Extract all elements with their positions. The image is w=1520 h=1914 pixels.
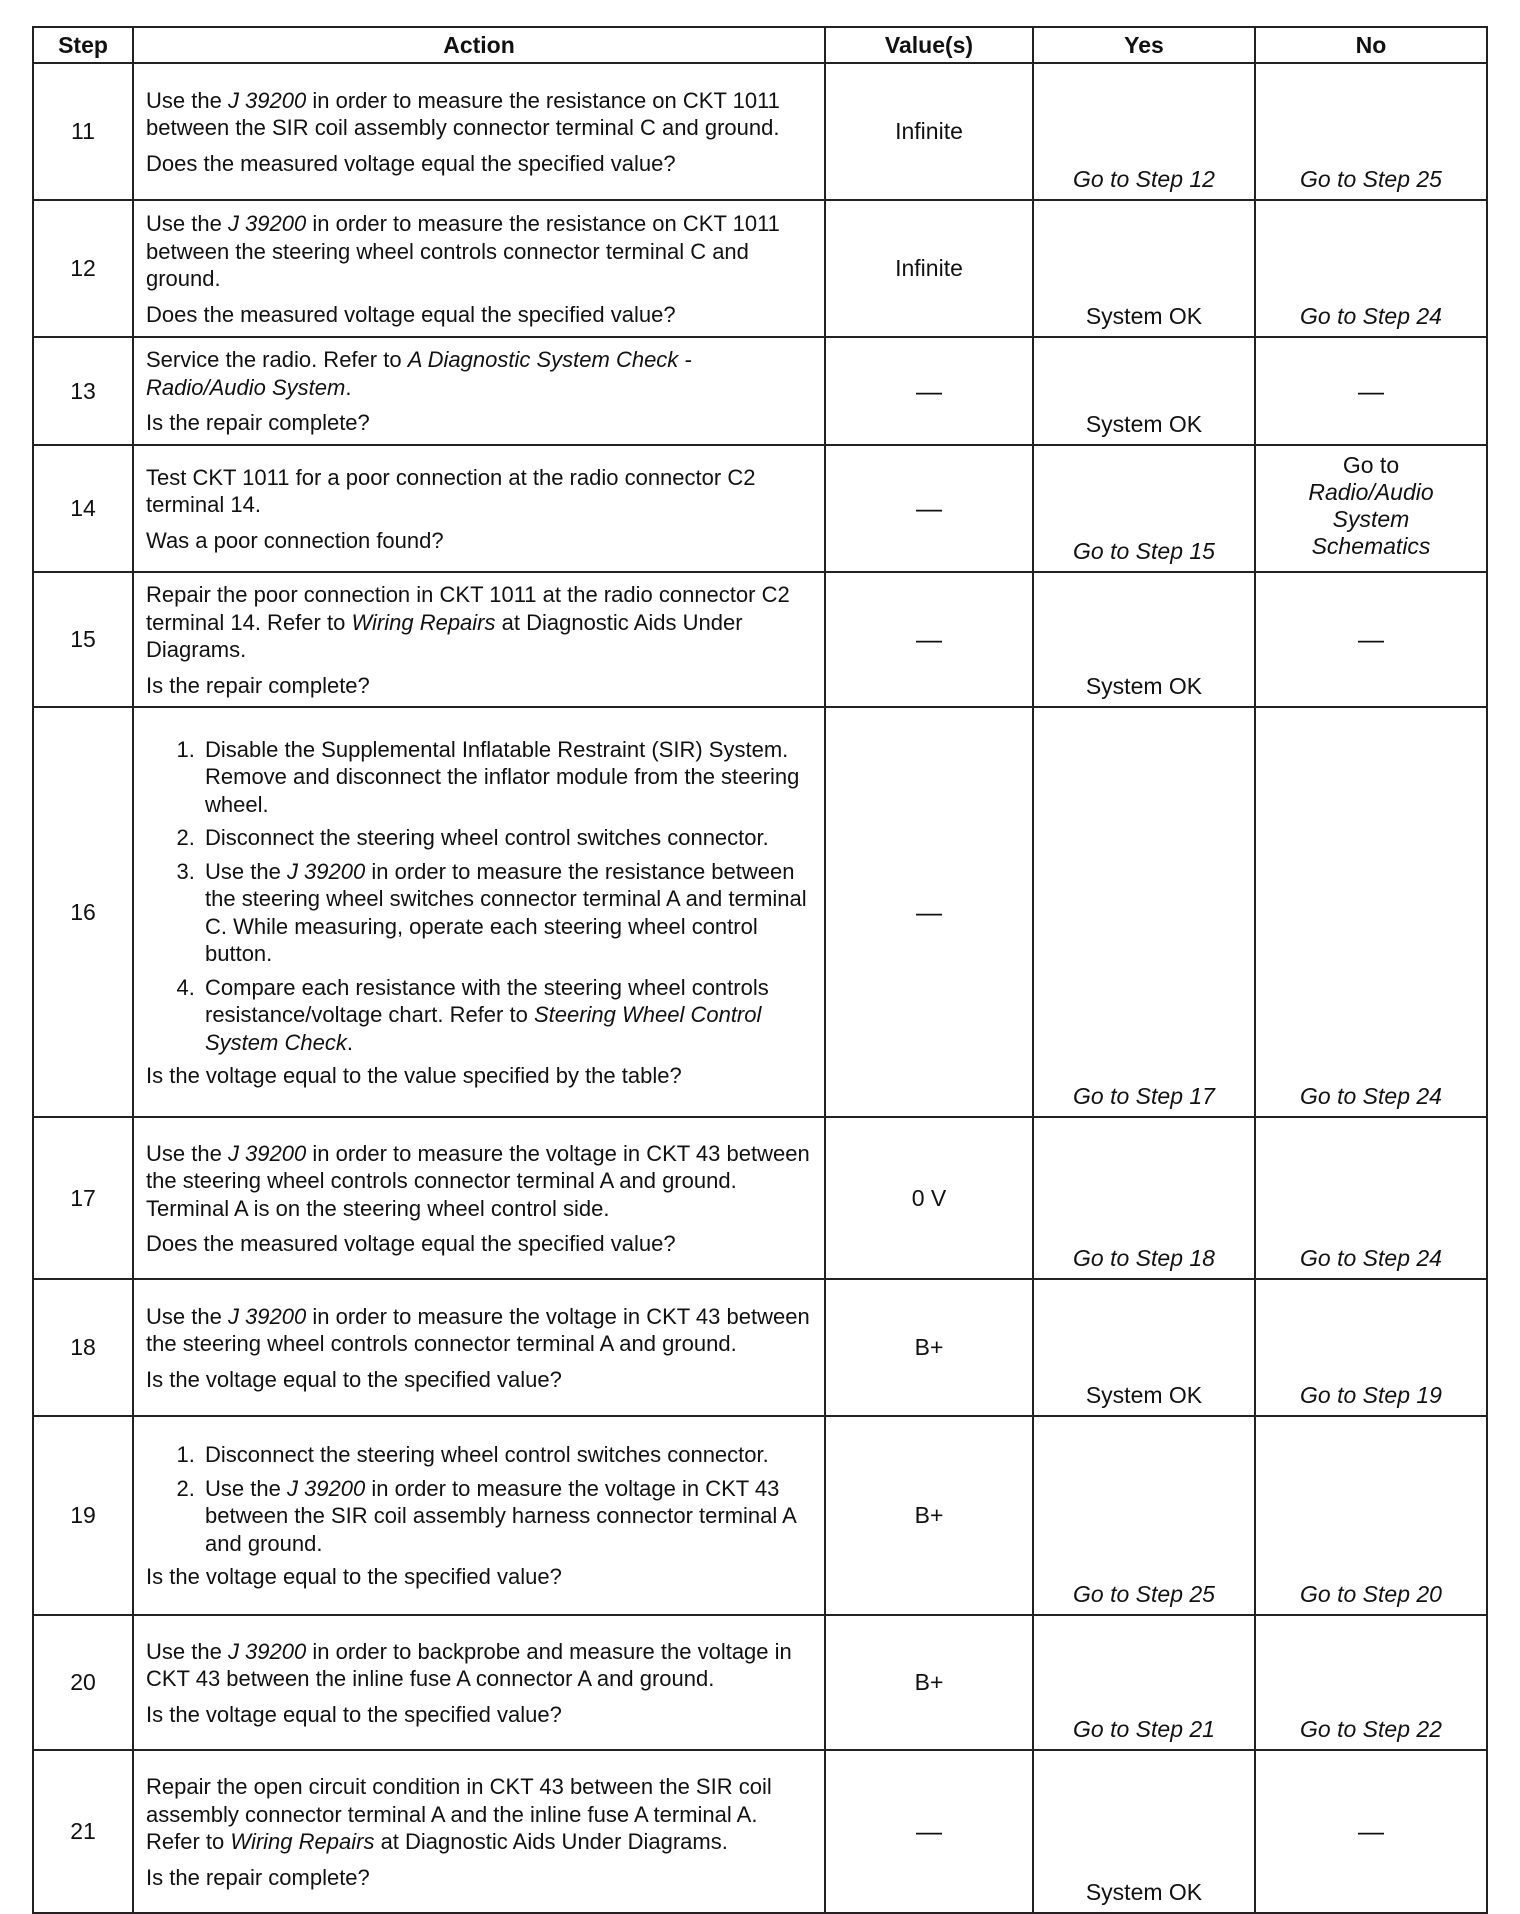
table-row xyxy=(33,63,1487,200)
tool-ref: J 39200 xyxy=(227,1638,307,1664)
value-cell: B+ xyxy=(825,1416,1033,1615)
action-cell xyxy=(133,200,825,337)
action-instruction: Use the J 39200 in order to measure the voltage in CKT 43 between the steering wheel controls connector terminal A and ground. xyxy=(146,1303,810,1357)
table-row xyxy=(33,1416,1487,1615)
yes-cell: Go to Step 17 xyxy=(1033,707,1255,1117)
action-question: Does the measured voltage equal the specified value? xyxy=(146,150,676,176)
step-number: 14 xyxy=(33,445,133,572)
action-instruction: Use the J 39200 in order to measure the resistance on CKT 1011 between the SIR coil assembly connector terminal C and ground. xyxy=(146,87,780,141)
no-cell: Go to Step 25 xyxy=(1255,63,1487,200)
yes-cell: System OK xyxy=(1033,200,1255,337)
no-cell: Go to Step 22 xyxy=(1255,1615,1487,1750)
action-question: Is the voltage equal to the specified value? xyxy=(146,1564,562,1590)
action-instruction: Service the radio. Refer to A Diagnostic System Check - Radio/Audio System. xyxy=(146,347,692,400)
step-number: 13 xyxy=(33,337,133,445)
value-cell: — xyxy=(825,445,1033,572)
table-row xyxy=(33,1750,1487,1913)
action-cell xyxy=(133,445,825,572)
action-question: Is the voltage equal to the specified value? xyxy=(146,1701,562,1727)
action-question: Was a poor connection found? xyxy=(146,527,444,553)
tool-ref: J 39200 xyxy=(286,858,366,884)
header-yes: Yes xyxy=(1033,27,1255,63)
value-cell: — xyxy=(825,572,1033,707)
action-cell xyxy=(133,337,825,445)
yes-cell: System OK xyxy=(1033,1279,1255,1416)
action-instruction: Repair the poor connection in CKT 1011 at the radio connector C2 terminal 14. Refer to Wiring Repairs at Diagnostic Aids Under Diagrams. xyxy=(146,582,790,662)
action-cell xyxy=(133,572,825,707)
doc-ref: Steering Wheel Control System Check xyxy=(205,1002,762,1055)
step-number: 16 xyxy=(33,707,133,1117)
schematic-ref: Radio/Audio System Schematics xyxy=(1308,479,1434,559)
yes-cell: Go to Step 21 xyxy=(1033,1615,1255,1750)
action-cell xyxy=(133,1117,825,1279)
yes-cell: Go to Step 12 xyxy=(1033,63,1255,200)
yes-cell: System OK xyxy=(1033,572,1255,707)
action-question: Does the measured voltage equal the specified value? xyxy=(146,1231,676,1256)
action-cell xyxy=(133,63,825,200)
action-cell xyxy=(133,1416,825,1615)
tool-ref: J 39200 xyxy=(227,211,307,236)
step-number: 17 xyxy=(33,1117,133,1279)
value-cell: — xyxy=(825,337,1033,445)
step-number: 15 xyxy=(33,572,133,707)
yes-cell: System OK xyxy=(1033,337,1255,445)
doc-ref: Wiring Repairs xyxy=(230,1829,375,1854)
header-no: No xyxy=(1255,27,1487,63)
yes-cell: Go to Step 18 xyxy=(1033,1117,1255,1279)
action-question: Is the voltage equal to the specified value? xyxy=(146,1366,562,1392)
table-row xyxy=(33,707,1487,1117)
action-cell xyxy=(133,707,825,1117)
value-cell: — xyxy=(825,707,1033,1117)
step-number: 21 xyxy=(33,1750,133,1913)
value-cell: B+ xyxy=(825,1615,1033,1750)
no-cell: Go to Step 20 xyxy=(1255,1416,1487,1615)
no-cell: — xyxy=(1255,337,1487,445)
action-cell xyxy=(133,1615,825,1750)
table-row xyxy=(33,1615,1487,1750)
no-cell: — xyxy=(1255,572,1487,707)
substep-item: 2. Use the J 39200 in order to measure the voltage in CKT 43 between the SIR coil assembly harness connector terminal A and ground. xyxy=(201,1475,814,1558)
action-question: Is the repair complete? xyxy=(146,1864,370,1890)
substep-item: 3. Use the J 39200 in order to measure the resistance between the steering wheel switches connector terminal A and terminal C. While measuring, operate each steering wheel control button. xyxy=(201,858,814,968)
step-number: 19 xyxy=(33,1416,133,1615)
value-cell: — xyxy=(825,1750,1033,1913)
action-question: Does the measured voltage equal the specified value? xyxy=(146,301,676,327)
value-cell: B+ xyxy=(825,1279,1033,1416)
step-number: 20 xyxy=(33,1615,133,1750)
substep-item: 1. Disconnect the steering wheel control switches connector. xyxy=(201,1441,814,1469)
value-cell: Infinite xyxy=(825,63,1033,200)
header-action: Action xyxy=(133,27,825,63)
substep-list xyxy=(146,1441,814,1557)
step-number: 12 xyxy=(33,200,133,337)
tool-ref: J 39200 xyxy=(227,87,307,113)
table-row xyxy=(33,1279,1487,1416)
substep-list xyxy=(146,736,814,1057)
yes-cell: System OK xyxy=(1033,1750,1255,1913)
value-cell: Infinite xyxy=(825,200,1033,337)
substep-item: 4. Compare each resistance with the steering wheel controls resistance/voltage chart. Refer to Steering Wheel Control System Check. xyxy=(201,974,814,1057)
table-row xyxy=(33,445,1487,572)
action-instruction: Use the J 39200 in order to measure the resistance on CKT 1011 between the steering wheel controls connector terminal C and ground. xyxy=(146,211,780,291)
tool-ref: J 39200 xyxy=(286,1475,366,1501)
action-question: Is the repair complete? xyxy=(146,410,370,436)
action-instruction: Use the J 39200 in order to backprobe and measure the voltage in CKT 43 between the inline fuse A connector A and ground. xyxy=(146,1638,792,1692)
table-row xyxy=(33,572,1487,707)
header-values: Value(s) xyxy=(825,27,1033,63)
substep-item: 1. Disable the Supplemental Inflatable Restraint (SIR) System. Remove and disconnect the inflator module from the steering wheel. xyxy=(201,736,814,819)
yes-cell: Go to Step 15 xyxy=(1033,445,1255,572)
header-step: Step xyxy=(33,27,133,63)
header-row xyxy=(33,27,1487,63)
step-number: 11 xyxy=(33,63,133,200)
table-row xyxy=(33,200,1487,337)
tool-ref: J 39200 xyxy=(227,1303,307,1329)
no-cell: Go to Step 24 xyxy=(1255,200,1487,337)
substep-item: 2. Disconnect the steering wheel control switches connector. xyxy=(201,824,814,852)
doc-ref: A Diagnostic System Check - Radio/Audio System xyxy=(146,347,692,400)
action-instruction: Test CKT 1011 for a poor connection at the radio connector C2 terminal 14. xyxy=(146,464,756,518)
yes-cell: Go to Step 25 xyxy=(1033,1416,1255,1615)
no-line: Go to xyxy=(1342,452,1400,478)
no-cell: Go to Step 24 xyxy=(1255,1117,1487,1279)
diagnostic-table xyxy=(32,26,1488,1914)
tool-ref: J 39200 xyxy=(227,1140,307,1166)
doc-ref: Wiring Repairs xyxy=(351,609,496,635)
action-cell xyxy=(133,1279,825,1416)
action-instruction: Use the J 39200 in order to measure the voltage in CKT 43 between the steering wheel controls connector terminal A and ground. Terminal A is on the steering wheel control side. xyxy=(146,1140,810,1221)
no-cell xyxy=(1255,445,1487,572)
action-question: Is the voltage equal to the value specified by the table? xyxy=(146,1063,682,1088)
no-cell: Go to Step 19 xyxy=(1255,1279,1487,1416)
action-question: Is the repair complete? xyxy=(146,672,370,698)
table-row xyxy=(33,1117,1487,1279)
action-cell xyxy=(133,1750,825,1913)
no-cell: Go to Step 24 xyxy=(1255,707,1487,1117)
value-cell: 0 V xyxy=(825,1117,1033,1279)
action-instruction: Repair the open circuit condition in CKT 43 between the SIR coil assembly connector terminal A and the inline fuse A terminal A. Refer to Wiring Repairs at Diagnostic Aids Under Diagrams. xyxy=(146,1774,772,1854)
no-cell: — xyxy=(1255,1750,1487,1913)
step-number: 18 xyxy=(33,1279,133,1416)
table-row xyxy=(33,337,1487,445)
